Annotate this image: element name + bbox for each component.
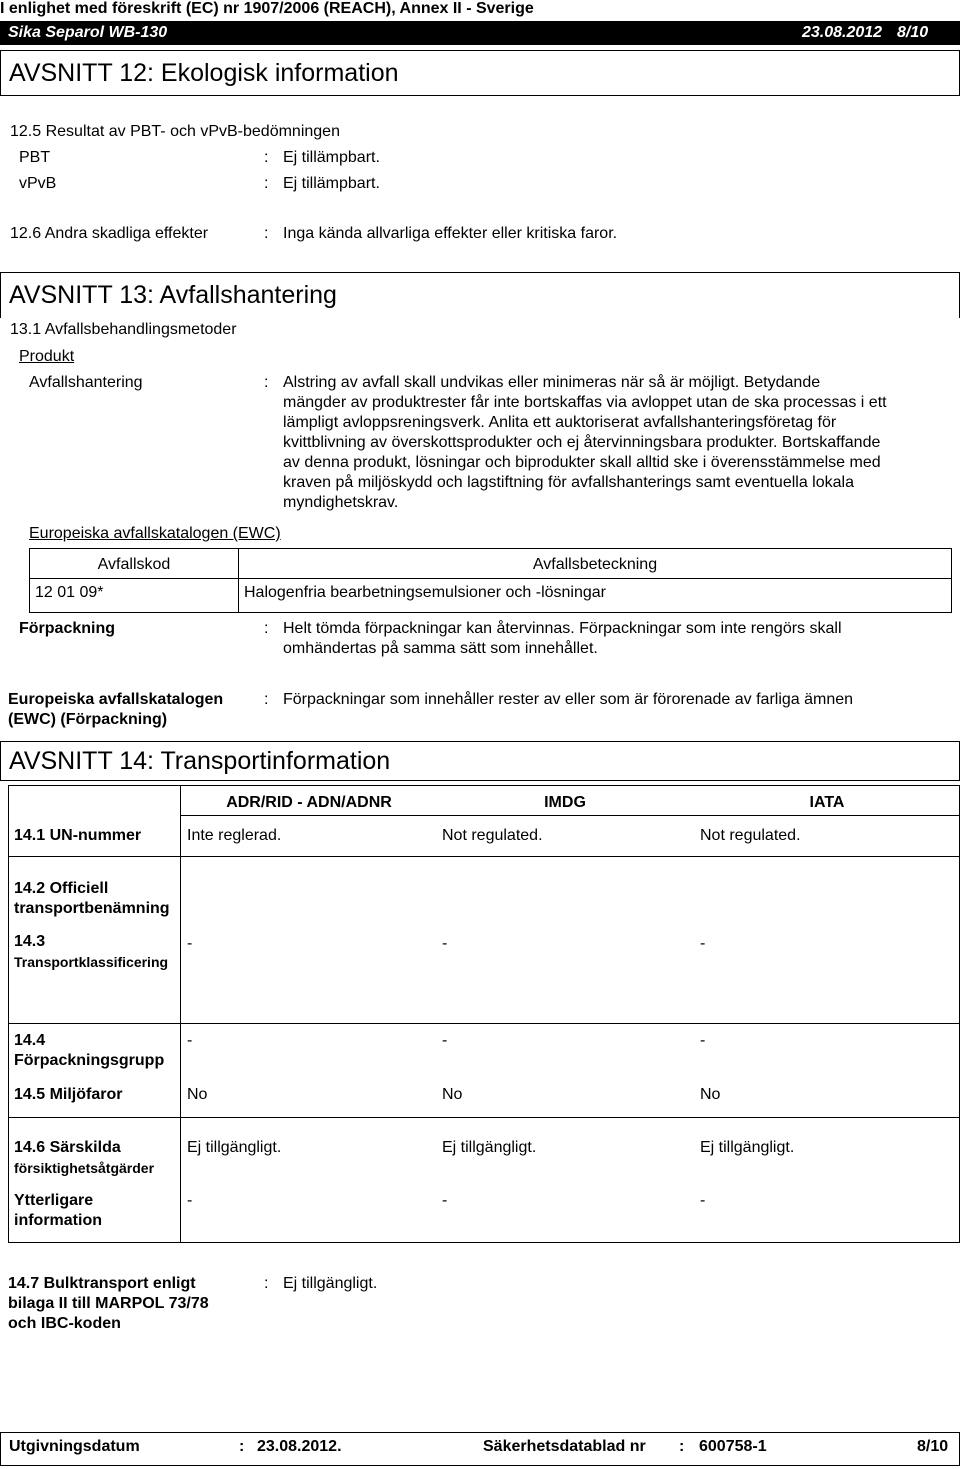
text-line: kvittblivning av överskottsprodukter och ej återvinningsbara produkter. Bortskaffande bbox=[283, 434, 881, 451]
cell-imdg: No bbox=[442, 1086, 463, 1103]
section-12-header bbox=[0, 50, 960, 96]
bulk-transport-label bbox=[8, 1274, 209, 1334]
sds-number-label: Säkerhetsdatablad nr bbox=[483, 1438, 646, 1455]
issue-date-label: Utgivningsdatum bbox=[9, 1438, 140, 1455]
cell-adr: Inte reglerad. bbox=[187, 827, 282, 844]
text-line: Transportklassificering bbox=[14, 954, 169, 970]
table-divider bbox=[180, 786, 181, 1242]
text-line: Helt tömda förpackningar kan återvinnas. Förpackningar som inte rengörs skall bbox=[283, 620, 842, 637]
text-line: försiktighetsåtgärder bbox=[14, 1160, 155, 1176]
col-header-adr: ADR/RID - ADN/ADNR bbox=[226, 794, 392, 811]
vpvb-value: Ej tillämpbart. bbox=[283, 175, 380, 192]
section-12-title: AVSNITT 12: Ekologisk information bbox=[9, 59, 399, 87]
ewc-heading: Europeiska avfallskatalogen (EWC) bbox=[29, 525, 281, 542]
row-label-shipping-name bbox=[14, 879, 170, 919]
cell-iata: - bbox=[700, 1032, 706, 1049]
cell-imdg: Ej tillgängligt. bbox=[442, 1139, 537, 1156]
text-line: information bbox=[14, 1212, 102, 1229]
col-header-imdg: IMDG bbox=[544, 794, 586, 811]
section-13-header bbox=[0, 272, 960, 318]
colon: : bbox=[264, 374, 269, 391]
ewc-table bbox=[29, 548, 952, 613]
produkt-heading: Produkt bbox=[19, 348, 75, 365]
text-line: Förpackningsgrupp bbox=[14, 1052, 165, 1069]
subsection-12-6-label: 12.6 Andra skadliga effekter bbox=[10, 225, 209, 242]
table-divider bbox=[9, 856, 959, 857]
transport-table bbox=[8, 785, 960, 1243]
text-line: omhändertas på samma sätt som innehållet. bbox=[283, 640, 598, 657]
table-divider bbox=[9, 1023, 959, 1024]
text-line: 14.4 bbox=[14, 1032, 46, 1049]
text-line: mängder av produktrester får inte bortskaffas via avloppet utan de ska processas i ett bbox=[283, 394, 887, 411]
subsection-13-1-heading: 13.1 Avfallsbehandlingsmetoder bbox=[10, 321, 237, 338]
text-line: 14.7 Bulktransport enligt bbox=[8, 1275, 196, 1292]
text-line: myndighetskrav. bbox=[283, 494, 399, 511]
cell-adr: - bbox=[187, 1192, 193, 1209]
row-label-un-number: 14.1 UN-nummer bbox=[14, 827, 142, 844]
text-line: transportbenämning bbox=[14, 900, 170, 917]
ewc-col-description-header: Avfallsbeteckning bbox=[532, 556, 658, 573]
product-name: Sika Separol WB-130 bbox=[8, 24, 168, 41]
col-header-iata: IATA bbox=[809, 794, 845, 811]
ewc-packaging-label bbox=[8, 690, 223, 730]
header-page-number: 8/10 bbox=[897, 24, 929, 41]
text-line: 14.3 bbox=[14, 933, 46, 950]
cell-adr: - bbox=[187, 935, 193, 952]
cell-iata: - bbox=[700, 935, 706, 952]
row-label-special-precautions bbox=[14, 1138, 154, 1178]
ewc-packaging-value: Förpackningar som innehåller rester av eller som är förorenade av farliga ämnen bbox=[283, 691, 854, 708]
text-line: bilaga II till MARPOL 73/78 bbox=[8, 1295, 209, 1312]
ewc-row-code: 12 01 09* bbox=[35, 584, 104, 601]
issue-date-value: 23.08.2012. bbox=[257, 1438, 342, 1455]
row-label-packing-group bbox=[14, 1031, 164, 1071]
document-footer bbox=[0, 1432, 960, 1466]
cell-adr: Ej tillgängligt. bbox=[187, 1139, 282, 1156]
section-14-header bbox=[0, 741, 960, 781]
waste-handling-text bbox=[283, 373, 953, 513]
row-label-environmental-hazards: 14.5 Miljöfaror bbox=[14, 1086, 123, 1103]
text-line: lämpligt avloppsreningsverk. Anlita ett auktoriserat avfallshanteringsföretag för bbox=[283, 414, 837, 431]
cell-iata: No bbox=[700, 1086, 721, 1103]
subsection-12-5-heading: 12.5 Resultat av PBT- och vPvB-bedömningen bbox=[10, 123, 340, 140]
colon: : bbox=[679, 1438, 685, 1455]
ewc-col-code-header: Avfallskod bbox=[97, 556, 171, 573]
colon: : bbox=[264, 1275, 269, 1292]
pbt-label: PBT bbox=[19, 149, 51, 166]
section-13-title: AVSNITT 13: Avfallshantering bbox=[9, 281, 337, 309]
document-header-bar bbox=[0, 21, 960, 45]
subsection-12-6-value: Inga kända allvarliga effekter eller kritiska faror. bbox=[283, 225, 618, 242]
text-line: och IBC-koden bbox=[8, 1315, 121, 1332]
text-line: Europeiska avfallskatalogen bbox=[8, 691, 224, 708]
ewc-row-description: Halogenfria bearbetningsemulsioner och -lösningar bbox=[244, 584, 606, 601]
footer-page-number: 8/10 bbox=[917, 1438, 949, 1455]
text-line: Ytterligare bbox=[14, 1192, 94, 1209]
colon: : bbox=[264, 225, 269, 242]
header-date: 23.08.2012 bbox=[802, 24, 883, 41]
text-line: kraven på miljöskydd och lagstiftning för avfallshanterings samt eventuella lokala bbox=[283, 474, 854, 491]
text-line: av denna produkt, lösningar och biprodukter skall alltid ske i överensstämmelse med bbox=[283, 454, 881, 471]
text-line: 14.6 Särskilda bbox=[14, 1139, 121, 1156]
colon: : bbox=[239, 1438, 245, 1455]
table-divider bbox=[30, 578, 951, 579]
row-label-additional-information bbox=[14, 1191, 102, 1231]
cell-imdg: Not regulated. bbox=[442, 827, 543, 844]
cell-imdg: - bbox=[442, 1032, 448, 1049]
cell-adr: No bbox=[187, 1086, 208, 1103]
sds-number-value: 600758-1 bbox=[699, 1438, 767, 1455]
cell-iata: Not regulated. bbox=[700, 827, 801, 844]
text-line: Alstring av avfall skall undvikas eller minimeras när så är möjligt. Betydande bbox=[283, 374, 821, 391]
document-regulation-title: I enlighet med föreskrift (EC) nr 1907/2006 (REACH), Annex II - Sverige bbox=[0, 0, 534, 17]
text-line: 14.2 Officiell bbox=[14, 880, 109, 897]
section-14-title: AVSNITT 14: Transportinformation bbox=[9, 747, 391, 775]
table-divider bbox=[9, 1117, 959, 1118]
bulk-transport-value: Ej tillgängligt. bbox=[283, 1275, 378, 1292]
colon: : bbox=[264, 175, 269, 192]
cell-imdg: - bbox=[442, 1192, 448, 1209]
pbt-value: Ej tillämpbart. bbox=[283, 149, 380, 166]
waste-handling-label: Avfallshantering bbox=[29, 374, 143, 391]
cell-iata: - bbox=[700, 1192, 706, 1209]
colon: : bbox=[264, 691, 269, 708]
cell-adr: - bbox=[187, 1032, 193, 1049]
table-divider bbox=[180, 815, 959, 816]
cell-iata: Ej tillgängligt. bbox=[700, 1139, 795, 1156]
cell-imdg: - bbox=[442, 935, 448, 952]
vpvb-label: vPvB bbox=[19, 175, 57, 192]
colon: : bbox=[264, 620, 269, 637]
colon: : bbox=[264, 149, 269, 166]
text-line: (EWC) (Förpackning) bbox=[8, 711, 168, 728]
packaging-text bbox=[283, 619, 842, 659]
row-label-transport-class bbox=[14, 932, 168, 972]
packaging-label: Förpackning bbox=[19, 620, 116, 637]
